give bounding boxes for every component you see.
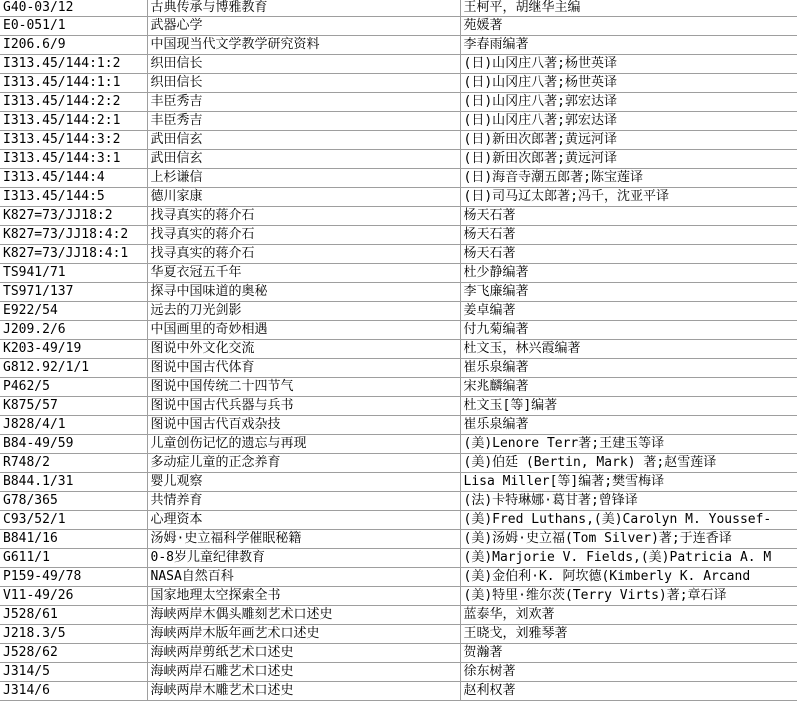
title-cell[interactable]: 远去的刀光剑影: [147, 302, 460, 321]
table-row: [0, 435, 797, 454]
call-number-cell[interactable]: P462/5: [0, 378, 147, 397]
author-cell[interactable]: 李春雨编著: [460, 36, 797, 55]
call-number-cell[interactable]: I313.45/144:5: [0, 188, 147, 207]
table-row: [0, 264, 797, 283]
table-row: [0, 454, 797, 473]
author-cell[interactable]: (美)汤姆·史立福(Tom Silver)著;于连香译: [460, 530, 797, 549]
author-cell[interactable]: (日)新田次郎著;黄远河译: [460, 131, 797, 150]
table-row: [0, 549, 797, 568]
author-cell[interactable]: (日)新田次郎著;黄远河译: [460, 150, 797, 169]
table-row: [0, 74, 797, 93]
title-cell[interactable]: 共情养育: [147, 492, 460, 511]
table-row: [0, 473, 797, 492]
title-cell[interactable]: 儿童创伤记忆的遗忘与再现: [147, 435, 460, 454]
call-number-cell[interactable]: K875/57: [0, 397, 147, 416]
call-number-cell[interactable]: K827=73/JJ18:4:2: [0, 226, 147, 245]
table-row: [0, 150, 797, 169]
author-cell[interactable]: 杜文玉[等]编著: [460, 397, 797, 416]
call-number-cell[interactable]: E922/54: [0, 302, 147, 321]
table-row: [0, 0, 797, 17]
table-row: [0, 663, 797, 682]
table-row: [0, 188, 797, 207]
call-number-cell[interactable]: TS941/71: [0, 264, 147, 283]
title-cell[interactable]: 丰臣秀吉: [147, 112, 460, 131]
author-cell[interactable]: 宋兆麟编著: [460, 378, 797, 397]
author-cell[interactable]: (美)Marjorie V. Fields,(美)Patricia A. M: [460, 549, 797, 568]
call-number-cell[interactable]: J209.2/6: [0, 321, 147, 340]
title-cell[interactable]: 海峡两岸石雕艺术口述史: [147, 663, 460, 682]
author-cell[interactable]: 杨天石著: [460, 245, 797, 264]
title-cell[interactable]: NASA自然百科: [147, 568, 460, 587]
author-cell[interactable]: 王柯平，胡继华主编: [460, 0, 797, 17]
author-cell[interactable]: 李飞廉编著: [460, 283, 797, 302]
table-row: [0, 207, 797, 226]
call-number-cell[interactable]: B841/16: [0, 530, 147, 549]
title-cell[interactable]: 海峡两岸木版年画艺术口述史: [147, 625, 460, 644]
table-row: [0, 283, 797, 302]
call-number-cell[interactable]: K827=73/JJ18:4:1: [0, 245, 147, 264]
call-number-cell[interactable]: TS971/137: [0, 283, 147, 302]
title-cell[interactable]: 图说中国传统二十四节气: [147, 378, 460, 397]
author-cell[interactable]: 蓝泰华，刘欢著: [460, 606, 797, 625]
table-row: [0, 492, 797, 511]
table-row: [0, 416, 797, 435]
author-cell[interactable]: (美)伯廷 (Bertin, Mark) 著;赵雪莲译: [460, 454, 797, 473]
call-number-cell[interactable]: J828/4/1: [0, 416, 147, 435]
author-cell[interactable]: (日)山冈庄八著;杨世英译: [460, 74, 797, 93]
call-number-cell[interactable]: I313.45/144:1:1: [0, 74, 147, 93]
call-number-cell[interactable]: J528/62: [0, 644, 147, 663]
call-number-cell[interactable]: I313.45/144:3:2: [0, 131, 147, 150]
call-number-cell[interactable]: I313.45/144:1:2: [0, 55, 147, 74]
table-row: [0, 131, 797, 150]
title-cell[interactable]: 0-8岁儿童纪律教育: [147, 549, 460, 568]
author-cell[interactable]: (法)卡特琳娜·葛甘著;曾锋译: [460, 492, 797, 511]
table-row: [0, 17, 797, 36]
call-number-cell[interactable]: G40-03/12: [0, 0, 147, 17]
title-cell[interactable]: 织田信长: [147, 55, 460, 74]
author-cell[interactable]: Lisa Miller[等]编著;樊雪梅译: [460, 473, 797, 492]
author-cell[interactable]: (日)司马辽太郎著;冯千，沈亚平译: [460, 188, 797, 207]
call-number-cell[interactable]: K203-49/19: [0, 340, 147, 359]
call-number-cell[interactable]: C93/52/1: [0, 511, 147, 530]
author-cell[interactable]: 贺瀚著: [460, 644, 797, 663]
table-row: [0, 112, 797, 131]
call-number-cell[interactable]: R748/2: [0, 454, 147, 473]
table-row: [0, 36, 797, 55]
title-cell[interactable]: 图说中国古代兵器与兵书: [147, 397, 460, 416]
author-cell[interactable]: (美)金伯利·K. 阿坎德(Kimberly K. Arcand: [460, 568, 797, 587]
author-cell[interactable]: (美)Fred Luthans,(美)Carolyn M. Youssef-: [460, 511, 797, 530]
title-cell[interactable]: 多动症儿童的正念养育: [147, 454, 460, 473]
table-row: [0, 511, 797, 530]
call-number-cell[interactable]: I313.45/144:2:1: [0, 112, 147, 131]
author-cell[interactable]: 苑媛著: [460, 17, 797, 36]
author-cell[interactable]: (日)海音寺潮五郎著;陈宝莲译: [460, 169, 797, 188]
title-cell[interactable]: 汤姆·史立福科学催眠秘籍: [147, 530, 460, 549]
title-cell[interactable]: 中国画里的奇妙相遇: [147, 321, 460, 340]
author-cell[interactable]: 杜文玉，林兴霞编著: [460, 340, 797, 359]
call-number-cell[interactable]: I313.45/144:2:2: [0, 93, 147, 112]
table-row: [0, 568, 797, 587]
author-cell[interactable]: (美)特里·维尔茨(Terry Virts)著;章石译: [460, 587, 797, 606]
author-cell[interactable]: (日)山冈庄八著;杨世英译: [460, 55, 797, 74]
call-number-cell[interactable]: J218.3/5: [0, 625, 147, 644]
title-cell[interactable]: 找寻真实的蒋介石: [147, 207, 460, 226]
author-cell[interactable]: 赵利权著: [460, 682, 797, 701]
call-number-cell[interactable]: G611/1: [0, 549, 147, 568]
title-cell[interactable]: 中国现当代文学教学研究资料: [147, 36, 460, 55]
author-cell[interactable]: 杜少静编著: [460, 264, 797, 283]
table-row: [0, 226, 797, 245]
author-cell[interactable]: 付九菊编著: [460, 321, 797, 340]
title-cell[interactable]: 图说中国古代体育: [147, 359, 460, 378]
title-cell[interactable]: 武田信玄: [147, 150, 460, 169]
title-cell[interactable]: 织田信长: [147, 74, 460, 93]
table-row: [0, 169, 797, 188]
author-cell[interactable]: (日)山冈庄八著;郭宏达译: [460, 93, 797, 112]
table-row: [0, 245, 797, 264]
title-cell[interactable]: 探寻中国味道的奥秘: [147, 283, 460, 302]
table-row: [0, 625, 797, 644]
table-row: [0, 682, 797, 701]
table-row: [0, 644, 797, 663]
title-cell[interactable]: 古典传承与博雅教育: [147, 0, 460, 17]
call-number-cell[interactable]: J314/6: [0, 682, 147, 701]
author-cell[interactable]: 崔乐泉编著: [460, 359, 797, 378]
call-number-cell[interactable]: G812.92/1/1: [0, 359, 147, 378]
title-cell[interactable]: 国家地理太空探索全书: [147, 587, 460, 606]
call-number-cell[interactable]: J314/5: [0, 663, 147, 682]
table-row: [0, 359, 797, 378]
author-cell[interactable]: 姜卓编著: [460, 302, 797, 321]
table-row: [0, 587, 797, 606]
call-number-cell[interactable]: B84-49/59: [0, 435, 147, 454]
title-cell[interactable]: 海峡两岸木偶头雕刻艺术口述史: [147, 606, 460, 625]
author-cell[interactable]: 徐东树著: [460, 663, 797, 682]
table-row: [0, 55, 797, 74]
title-cell[interactable]: 心理资本: [147, 511, 460, 530]
table-row: [0, 397, 797, 416]
title-cell[interactable]: 海峡两岸木雕艺术口述史: [147, 682, 460, 701]
author-cell[interactable]: (美)Lenore Terr著;王建玉等译: [460, 435, 797, 454]
author-cell[interactable]: 杨天石著: [460, 226, 797, 245]
table-row: [0, 378, 797, 397]
title-cell[interactable]: 武田信玄: [147, 131, 460, 150]
call-number-cell[interactable]: K827=73/JJ18:2: [0, 207, 147, 226]
table-row: [0, 530, 797, 549]
call-number-cell[interactable]: J528/61: [0, 606, 147, 625]
title-cell[interactable]: 婴儿观察: [147, 473, 460, 492]
title-cell[interactable]: 找寻真实的蒋介石: [147, 245, 460, 264]
author-cell[interactable]: 王晓戈，刘雅琴著: [460, 625, 797, 644]
call-number-cell[interactable]: E0-051/1: [0, 17, 147, 36]
title-cell[interactable]: 海峡两岸剪纸艺术口述史: [147, 644, 460, 663]
call-number-cell[interactable]: I313.45/144:3:1: [0, 150, 147, 169]
title-cell[interactable]: 上杉谦信: [147, 169, 460, 188]
call-number-cell[interactable]: P159-49/78: [0, 568, 147, 587]
title-cell[interactable]: 图说中国古代百戏杂技: [147, 416, 460, 435]
call-number-cell[interactable]: I206.6/9: [0, 36, 147, 55]
table-row: [0, 321, 797, 340]
call-number-cell[interactable]: I313.45/144:4: [0, 169, 147, 188]
table-row: [0, 340, 797, 359]
table-row: [0, 93, 797, 112]
author-cell[interactable]: 杨天石著: [460, 207, 797, 226]
title-cell[interactable]: 找寻真实的蒋介石: [147, 226, 460, 245]
table-row: [0, 606, 797, 625]
title-cell[interactable]: 图说中外文化交流: [147, 340, 460, 359]
author-cell[interactable]: (日)山冈庄八著;郭宏达译: [460, 112, 797, 131]
title-cell[interactable]: 丰臣秀吉: [147, 93, 460, 112]
call-number-cell[interactable]: B844.1/31: [0, 473, 147, 492]
title-cell[interactable]: 武器心学: [147, 17, 460, 36]
call-number-cell[interactable]: V11-49/26: [0, 587, 147, 606]
call-number-cell[interactable]: G78/365: [0, 492, 147, 511]
title-cell[interactable]: 德川家康: [147, 188, 460, 207]
title-cell[interactable]: 华夏衣冠五千年: [147, 264, 460, 283]
author-cell[interactable]: 崔乐泉编著: [460, 416, 797, 435]
table-row: [0, 302, 797, 321]
